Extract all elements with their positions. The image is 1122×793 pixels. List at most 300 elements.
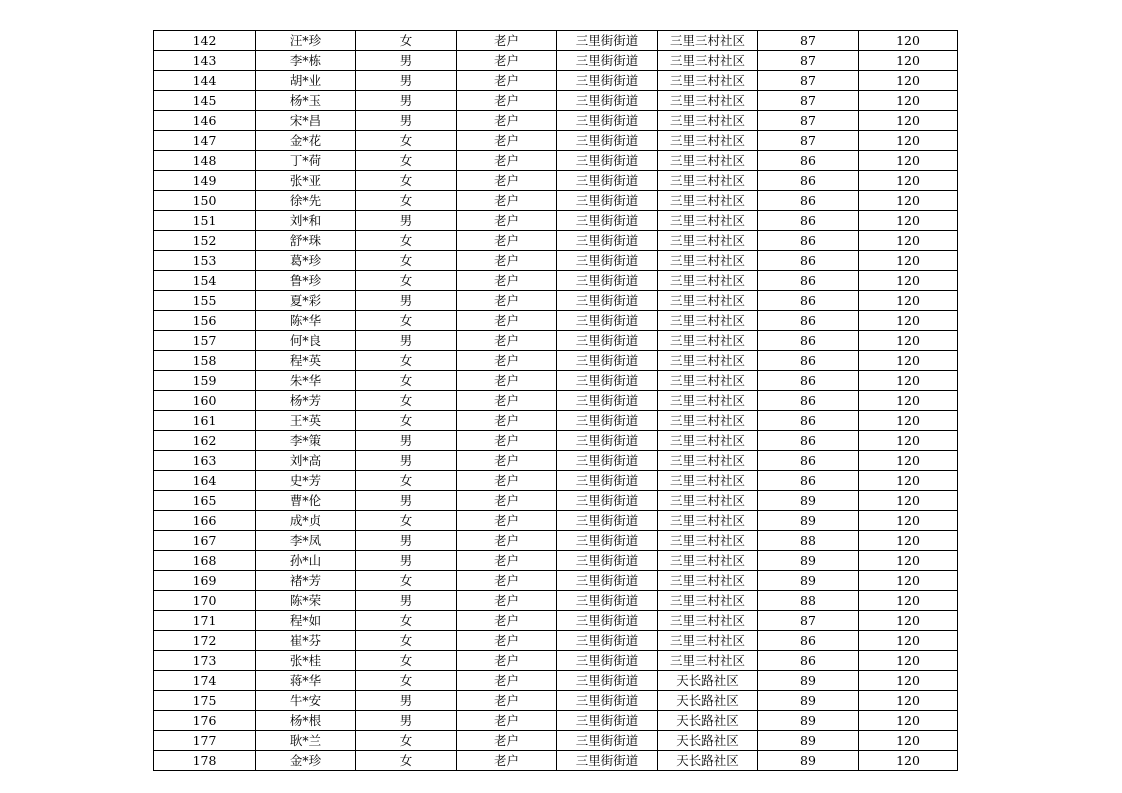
amount-cell: 120 xyxy=(859,451,958,471)
table-row xyxy=(154,491,958,511)
table-row xyxy=(154,51,958,71)
community-cell: 三里三村社区 xyxy=(658,551,758,571)
age-cell: 87 xyxy=(758,31,859,51)
index-cell: 161 xyxy=(154,411,256,431)
community-cell: 三里三村社区 xyxy=(658,51,758,71)
subdistrict-cell: 三里街街道 xyxy=(557,351,658,371)
table-row xyxy=(154,171,958,191)
community-cell: 三里三村社区 xyxy=(658,311,758,331)
community-cell: 三里三村社区 xyxy=(658,411,758,431)
amount-cell: 120 xyxy=(859,691,958,711)
subdistrict-cell: 三里街街道 xyxy=(557,411,658,431)
amount-cell: 120 xyxy=(859,391,958,411)
table-row xyxy=(154,511,958,531)
table-row xyxy=(154,411,958,431)
index-cell: 171 xyxy=(154,611,256,631)
community-cell: 三里三村社区 xyxy=(658,291,758,311)
table-row xyxy=(154,571,958,591)
household-type-cell: 老户 xyxy=(457,91,557,111)
household-type-cell: 老户 xyxy=(457,471,557,491)
table-row xyxy=(154,451,958,471)
subdistrict-cell: 三里街街道 xyxy=(557,451,658,471)
name-cell: 崔*芬 xyxy=(256,631,356,651)
subdistrict-cell: 三里街街道 xyxy=(557,751,658,771)
amount-cell: 120 xyxy=(859,291,958,311)
subdistrict-cell: 三里街街道 xyxy=(557,71,658,91)
amount-cell: 120 xyxy=(859,531,958,551)
index-cell: 154 xyxy=(154,271,256,291)
name-cell: 丁*荷 xyxy=(256,151,356,171)
name-cell: 陈*荣 xyxy=(256,591,356,611)
name-cell: 葛*珍 xyxy=(256,251,356,271)
name-cell: 耿*兰 xyxy=(256,731,356,751)
gender-cell: 女 xyxy=(356,731,457,751)
name-cell: 朱*华 xyxy=(256,371,356,391)
age-cell: 88 xyxy=(758,531,859,551)
community-cell: 三里三村社区 xyxy=(658,191,758,211)
community-cell: 三里三村社区 xyxy=(658,651,758,671)
name-cell: 成*贞 xyxy=(256,511,356,531)
table-row xyxy=(154,431,958,451)
age-cell: 86 xyxy=(758,151,859,171)
gender-cell: 女 xyxy=(356,351,457,371)
index-cell: 146 xyxy=(154,111,256,131)
index-cell: 151 xyxy=(154,211,256,231)
household-type-cell: 老户 xyxy=(457,131,557,151)
amount-cell: 120 xyxy=(859,751,958,771)
amount-cell: 120 xyxy=(859,231,958,251)
index-cell: 158 xyxy=(154,351,256,371)
community-cell: 三里三村社区 xyxy=(658,371,758,391)
index-cell: 166 xyxy=(154,511,256,531)
table-row xyxy=(154,631,958,651)
table-row xyxy=(154,331,958,351)
amount-cell: 120 xyxy=(859,711,958,731)
community-cell: 三里三村社区 xyxy=(658,431,758,451)
table-row xyxy=(154,191,958,211)
household-type-cell: 老户 xyxy=(457,651,557,671)
age-cell: 86 xyxy=(758,651,859,671)
household-type-cell: 老户 xyxy=(457,231,557,251)
gender-cell: 女 xyxy=(356,411,457,431)
index-cell: 150 xyxy=(154,191,256,211)
table-row xyxy=(154,351,958,371)
household-type-cell: 老户 xyxy=(457,571,557,591)
table-row xyxy=(154,231,958,251)
name-cell: 程*英 xyxy=(256,351,356,371)
index-cell: 170 xyxy=(154,591,256,611)
name-cell: 胡*业 xyxy=(256,71,356,91)
subdistrict-cell: 三里街街道 xyxy=(557,91,658,111)
name-cell: 张*亚 xyxy=(256,171,356,191)
name-cell: 夏*彩 xyxy=(256,291,356,311)
index-cell: 148 xyxy=(154,151,256,171)
amount-cell: 120 xyxy=(859,51,958,71)
gender-cell: 女 xyxy=(356,311,457,331)
subdistrict-cell: 三里街街道 xyxy=(557,51,658,71)
table-row xyxy=(154,291,958,311)
subdistrict-cell: 三里街街道 xyxy=(557,731,658,751)
household-type-cell: 老户 xyxy=(457,691,557,711)
amount-cell: 120 xyxy=(859,571,958,591)
household-type-cell: 老户 xyxy=(457,391,557,411)
table-row xyxy=(154,751,958,771)
gender-cell: 女 xyxy=(356,231,457,251)
community-cell: 三里三村社区 xyxy=(658,171,758,191)
gender-cell: 女 xyxy=(356,271,457,291)
community-cell: 三里三村社区 xyxy=(658,511,758,531)
table-row xyxy=(154,611,958,631)
age-cell: 86 xyxy=(758,351,859,371)
community-cell: 三里三村社区 xyxy=(658,611,758,631)
table-row xyxy=(154,71,958,91)
age-cell: 86 xyxy=(758,431,859,451)
name-cell: 蒋*华 xyxy=(256,671,356,691)
community-cell: 三里三村社区 xyxy=(658,91,758,111)
household-type-cell: 老户 xyxy=(457,551,557,571)
table-row xyxy=(154,651,958,671)
table-row xyxy=(154,591,958,611)
name-cell: 王*英 xyxy=(256,411,356,431)
age-cell: 87 xyxy=(758,91,859,111)
subdistrict-cell: 三里街街道 xyxy=(557,171,658,191)
age-cell: 87 xyxy=(758,131,859,151)
age-cell: 89 xyxy=(758,571,859,591)
index-cell: 149 xyxy=(154,171,256,191)
subdistrict-cell: 三里街街道 xyxy=(557,431,658,451)
index-cell: 155 xyxy=(154,291,256,311)
name-cell: 程*如 xyxy=(256,611,356,631)
subdistrict-cell: 三里街街道 xyxy=(557,31,658,51)
community-cell: 三里三村社区 xyxy=(658,251,758,271)
household-type-cell: 老户 xyxy=(457,31,557,51)
community-cell: 三里三村社区 xyxy=(658,271,758,291)
index-cell: 177 xyxy=(154,731,256,751)
index-cell: 152 xyxy=(154,231,256,251)
index-cell: 167 xyxy=(154,531,256,551)
community-cell: 三里三村社区 xyxy=(658,491,758,511)
subdistrict-cell: 三里街街道 xyxy=(557,191,658,211)
index-cell: 147 xyxy=(154,131,256,151)
subdistrict-cell: 三里街街道 xyxy=(557,391,658,411)
table-row xyxy=(154,551,958,571)
name-cell: 杨*玉 xyxy=(256,91,356,111)
age-cell: 89 xyxy=(758,691,859,711)
amount-cell: 120 xyxy=(859,671,958,691)
household-type-cell: 老户 xyxy=(457,251,557,271)
table-row xyxy=(154,271,958,291)
gender-cell: 女 xyxy=(356,751,457,771)
amount-cell: 120 xyxy=(859,731,958,751)
community-cell: 三里三村社区 xyxy=(658,571,758,591)
subdistrict-cell: 三里街街道 xyxy=(557,491,658,511)
household-type-cell: 老户 xyxy=(457,271,557,291)
subdistrict-cell: 三里街街道 xyxy=(557,631,658,651)
amount-cell: 120 xyxy=(859,551,958,571)
household-type-cell: 老户 xyxy=(457,611,557,631)
amount-cell: 120 xyxy=(859,411,958,431)
age-cell: 87 xyxy=(758,51,859,71)
gender-cell: 女 xyxy=(356,251,457,271)
name-cell: 鲁*珍 xyxy=(256,271,356,291)
gender-cell: 男 xyxy=(356,111,457,131)
household-type-cell: 老户 xyxy=(457,431,557,451)
gender-cell: 女 xyxy=(356,631,457,651)
household-type-cell: 老户 xyxy=(457,211,557,231)
table-row xyxy=(154,531,958,551)
index-cell: 169 xyxy=(154,571,256,591)
gender-cell: 男 xyxy=(356,691,457,711)
name-cell: 张*桂 xyxy=(256,651,356,671)
subdistrict-cell: 三里街街道 xyxy=(557,371,658,391)
amount-cell: 120 xyxy=(859,611,958,631)
subdistrict-cell: 三里街街道 xyxy=(557,651,658,671)
gender-cell: 男 xyxy=(356,71,457,91)
age-cell: 87 xyxy=(758,611,859,631)
table-row xyxy=(154,711,958,731)
gender-cell: 男 xyxy=(356,291,457,311)
gender-cell: 女 xyxy=(356,371,457,391)
amount-cell: 120 xyxy=(859,371,958,391)
gender-cell: 男 xyxy=(356,531,457,551)
community-cell: 三里三村社区 xyxy=(658,31,758,51)
index-cell: 160 xyxy=(154,391,256,411)
name-cell: 汪*珍 xyxy=(256,31,356,51)
amount-cell: 120 xyxy=(859,271,958,291)
age-cell: 89 xyxy=(758,711,859,731)
community-cell: 三里三村社区 xyxy=(658,531,758,551)
amount-cell: 120 xyxy=(859,71,958,91)
household-type-cell: 老户 xyxy=(457,151,557,171)
gender-cell: 女 xyxy=(356,671,457,691)
name-cell: 李*策 xyxy=(256,431,356,451)
community-cell: 三里三村社区 xyxy=(658,111,758,131)
name-cell: 李*凤 xyxy=(256,531,356,551)
subdistrict-cell: 三里街街道 xyxy=(557,311,658,331)
subdistrict-cell: 三里街街道 xyxy=(557,551,658,571)
community-cell: 三里三村社区 xyxy=(658,591,758,611)
table-row xyxy=(154,471,958,491)
index-cell: 165 xyxy=(154,491,256,511)
gender-cell: 女 xyxy=(356,151,457,171)
amount-cell: 120 xyxy=(859,631,958,651)
household-type-cell: 老户 xyxy=(457,291,557,311)
amount-cell: 120 xyxy=(859,431,958,451)
age-cell: 86 xyxy=(758,451,859,471)
amount-cell: 120 xyxy=(859,111,958,131)
community-cell: 三里三村社区 xyxy=(658,151,758,171)
amount-cell: 120 xyxy=(859,31,958,51)
community-cell: 天长路社区 xyxy=(658,691,758,711)
index-cell: 162 xyxy=(154,431,256,451)
gender-cell: 男 xyxy=(356,91,457,111)
name-cell: 曹*伦 xyxy=(256,491,356,511)
gender-cell: 女 xyxy=(356,651,457,671)
table-row xyxy=(154,91,958,111)
name-cell: 孙*山 xyxy=(256,551,356,571)
age-cell: 86 xyxy=(758,191,859,211)
amount-cell: 120 xyxy=(859,471,958,491)
gender-cell: 女 xyxy=(356,571,457,591)
name-cell: 金*珍 xyxy=(256,751,356,771)
name-cell: 杨*根 xyxy=(256,711,356,731)
community-cell: 天长路社区 xyxy=(658,731,758,751)
amount-cell: 120 xyxy=(859,171,958,191)
table-row xyxy=(154,111,958,131)
table-row xyxy=(154,31,958,51)
gender-cell: 男 xyxy=(356,431,457,451)
table-row xyxy=(154,151,958,171)
age-cell: 86 xyxy=(758,631,859,651)
age-cell: 87 xyxy=(758,71,859,91)
household-type-cell: 老户 xyxy=(457,111,557,131)
household-type-cell: 老户 xyxy=(457,51,557,71)
community-cell: 三里三村社区 xyxy=(658,71,758,91)
age-cell: 87 xyxy=(758,111,859,131)
subdistrict-cell: 三里街街道 xyxy=(557,231,658,251)
community-cell: 三里三村社区 xyxy=(658,351,758,371)
age-cell: 86 xyxy=(758,311,859,331)
table-row xyxy=(154,251,958,271)
amount-cell: 120 xyxy=(859,311,958,331)
index-cell: 172 xyxy=(154,631,256,651)
gender-cell: 男 xyxy=(356,211,457,231)
household-type-cell: 老户 xyxy=(457,451,557,471)
name-cell: 褚*芳 xyxy=(256,571,356,591)
amount-cell: 120 xyxy=(859,191,958,211)
subdistrict-cell: 三里街街道 xyxy=(557,211,658,231)
index-cell: 163 xyxy=(154,451,256,471)
age-cell: 86 xyxy=(758,171,859,191)
community-cell: 天长路社区 xyxy=(658,711,758,731)
table-row xyxy=(154,311,958,331)
age-cell: 86 xyxy=(758,331,859,351)
household-type-cell: 老户 xyxy=(457,331,557,351)
household-type-cell: 老户 xyxy=(457,631,557,651)
subdistrict-cell: 三里街街道 xyxy=(557,271,658,291)
age-cell: 86 xyxy=(758,471,859,491)
community-cell: 三里三村社区 xyxy=(658,231,758,251)
amount-cell: 120 xyxy=(859,651,958,671)
index-cell: 168 xyxy=(154,551,256,571)
index-cell: 174 xyxy=(154,671,256,691)
amount-cell: 120 xyxy=(859,331,958,351)
subdistrict-cell: 三里街街道 xyxy=(557,131,658,151)
subdistrict-cell: 三里街街道 xyxy=(557,471,658,491)
subdistrict-cell: 三里街街道 xyxy=(557,711,658,731)
amount-cell: 120 xyxy=(859,351,958,371)
community-cell: 天长路社区 xyxy=(658,671,758,691)
household-type-cell: 老户 xyxy=(457,191,557,211)
age-cell: 86 xyxy=(758,251,859,271)
gender-cell: 男 xyxy=(356,711,457,731)
table-row xyxy=(154,211,958,231)
name-cell: 宋*昌 xyxy=(256,111,356,131)
index-cell: 173 xyxy=(154,651,256,671)
subdistrict-cell: 三里街街道 xyxy=(557,691,658,711)
household-type-cell: 老户 xyxy=(457,171,557,191)
table-row xyxy=(154,691,958,711)
age-cell: 86 xyxy=(758,291,859,311)
name-cell: 徐*先 xyxy=(256,191,356,211)
household-type-cell: 老户 xyxy=(457,731,557,751)
name-cell: 杨*芳 xyxy=(256,391,356,411)
age-cell: 89 xyxy=(758,491,859,511)
gender-cell: 男 xyxy=(356,591,457,611)
subdistrict-cell: 三里街街道 xyxy=(557,671,658,691)
household-type-cell: 老户 xyxy=(457,591,557,611)
subdistrict-cell: 三里街街道 xyxy=(557,511,658,531)
age-cell: 89 xyxy=(758,511,859,531)
community-cell: 三里三村社区 xyxy=(658,331,758,351)
table-row xyxy=(154,671,958,691)
subdistrict-cell: 三里街街道 xyxy=(557,151,658,171)
community-cell: 三里三村社区 xyxy=(658,631,758,651)
name-cell: 陈*华 xyxy=(256,311,356,331)
community-cell: 三里三村社区 xyxy=(658,391,758,411)
name-cell: 何*良 xyxy=(256,331,356,351)
gender-cell: 男 xyxy=(356,491,457,511)
age-cell: 89 xyxy=(758,751,859,771)
index-cell: 157 xyxy=(154,331,256,351)
subdistrict-cell: 三里街街道 xyxy=(557,111,658,131)
gender-cell: 女 xyxy=(356,131,457,151)
age-cell: 89 xyxy=(758,551,859,571)
amount-cell: 120 xyxy=(859,151,958,171)
index-cell: 142 xyxy=(154,31,256,51)
index-cell: 176 xyxy=(154,711,256,731)
amount-cell: 120 xyxy=(859,131,958,151)
gender-cell: 男 xyxy=(356,551,457,571)
name-cell: 刘*和 xyxy=(256,211,356,231)
index-cell: 156 xyxy=(154,311,256,331)
age-cell: 88 xyxy=(758,591,859,611)
subdistrict-cell: 三里街街道 xyxy=(557,611,658,631)
index-cell: 153 xyxy=(154,251,256,271)
records-table xyxy=(153,30,958,771)
table-row xyxy=(154,131,958,151)
household-type-cell: 老户 xyxy=(457,511,557,531)
gender-cell: 女 xyxy=(356,511,457,531)
community-cell: 三里三村社区 xyxy=(658,471,758,491)
household-type-cell: 老户 xyxy=(457,711,557,731)
age-cell: 86 xyxy=(758,211,859,231)
name-cell: 牛*安 xyxy=(256,691,356,711)
gender-cell: 男 xyxy=(356,51,457,71)
age-cell: 89 xyxy=(758,731,859,751)
subdistrict-cell: 三里街街道 xyxy=(557,531,658,551)
gender-cell: 女 xyxy=(356,611,457,631)
amount-cell: 120 xyxy=(859,491,958,511)
household-type-cell: 老户 xyxy=(457,411,557,431)
name-cell: 舒*珠 xyxy=(256,231,356,251)
table-row xyxy=(154,371,958,391)
name-cell: 刘*高 xyxy=(256,451,356,471)
subdistrict-cell: 三里街街道 xyxy=(557,571,658,591)
gender-cell: 女 xyxy=(356,31,457,51)
subdistrict-cell: 三里街街道 xyxy=(557,331,658,351)
subdistrict-cell: 三里街街道 xyxy=(557,291,658,311)
amount-cell: 120 xyxy=(859,91,958,111)
household-type-cell: 老户 xyxy=(457,71,557,91)
household-type-cell: 老户 xyxy=(457,491,557,511)
amount-cell: 120 xyxy=(859,251,958,271)
household-type-cell: 老户 xyxy=(457,311,557,331)
gender-cell: 女 xyxy=(356,191,457,211)
name-cell: 金*花 xyxy=(256,131,356,151)
subdistrict-cell: 三里街街道 xyxy=(557,251,658,271)
gender-cell: 男 xyxy=(356,451,457,471)
